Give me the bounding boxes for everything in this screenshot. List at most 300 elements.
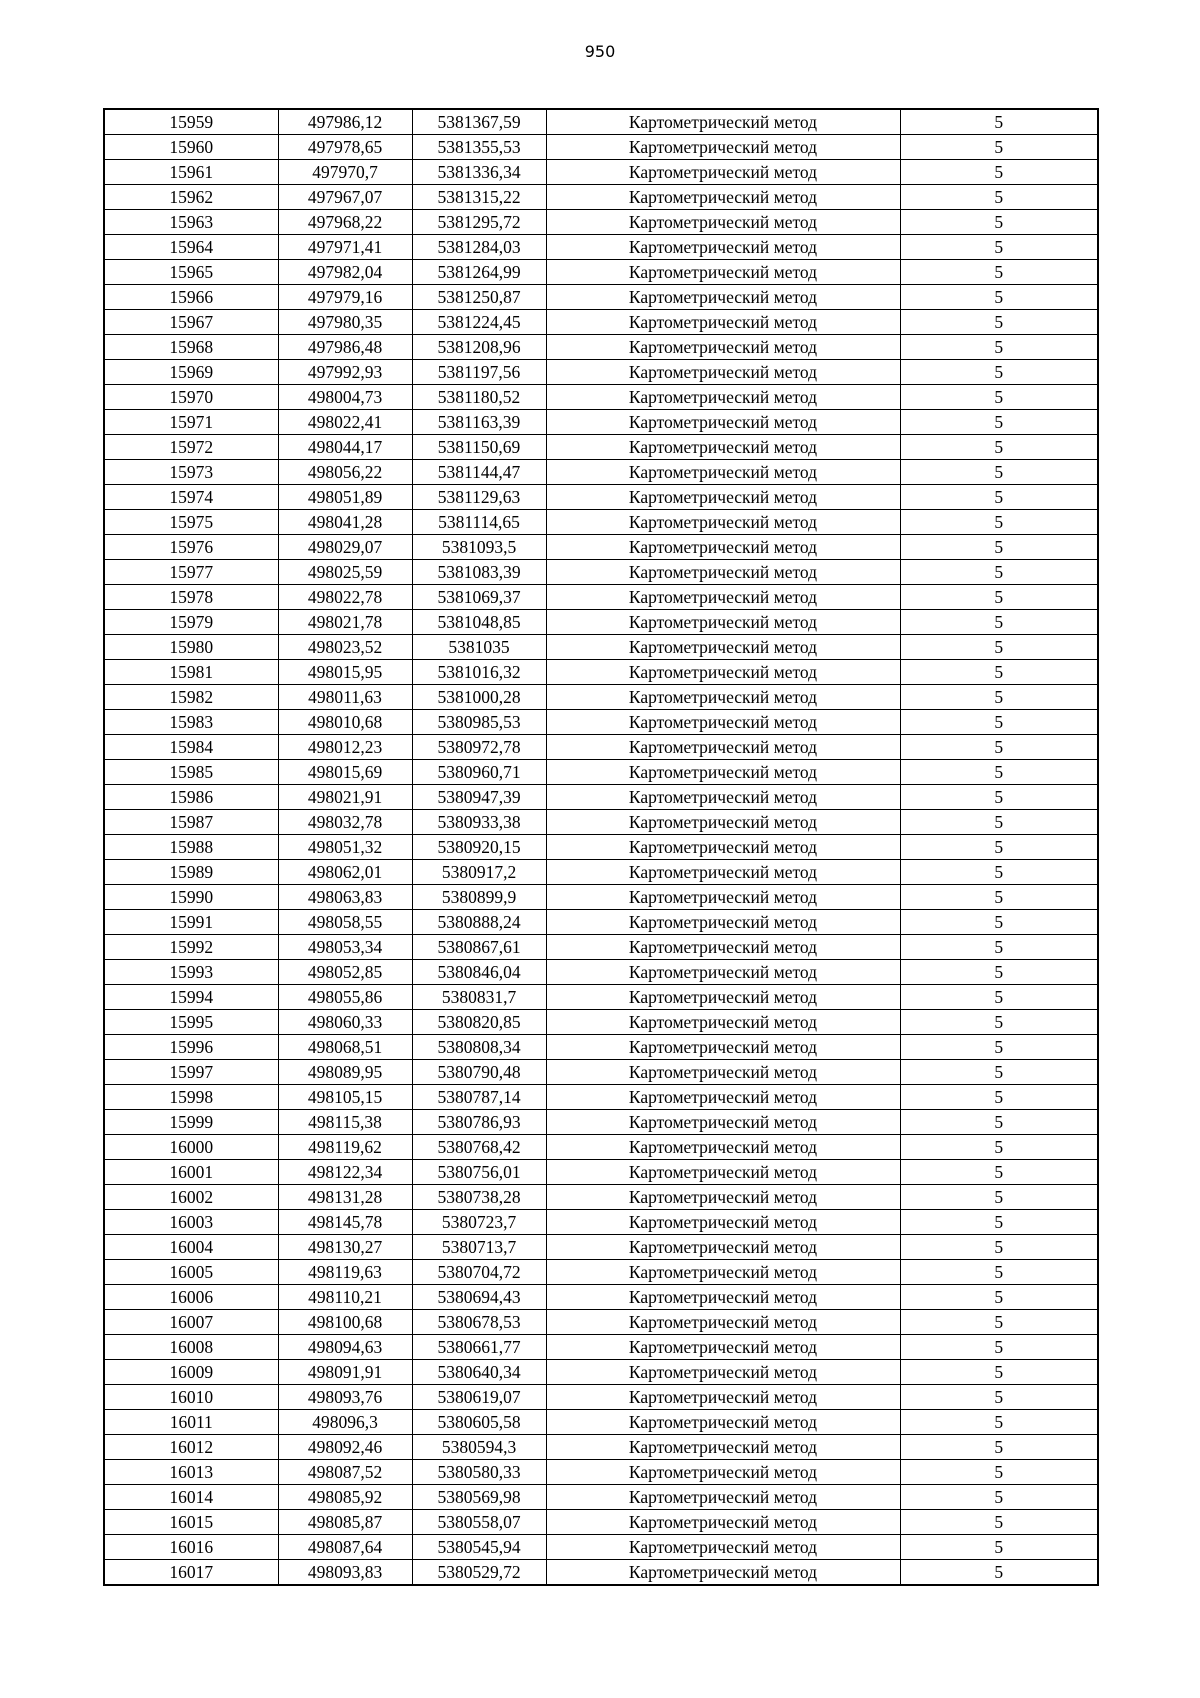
point-number-cell: 16016 — [104, 1535, 278, 1560]
table-row — [104, 185, 1098, 210]
x-coordinate-cell: 497971,41 — [278, 235, 412, 260]
x-coordinate-cell: 498094,63 — [278, 1335, 412, 1360]
point-number-cell: 15991 — [104, 910, 278, 935]
method-cell: Картометрический метод — [546, 760, 900, 785]
point-number-cell: 16001 — [104, 1160, 278, 1185]
method-cell: Картометрический метод — [546, 1210, 900, 1235]
point-number-cell: 16012 — [104, 1435, 278, 1460]
point-number-cell: 16003 — [104, 1210, 278, 1235]
table-row — [104, 1410, 1098, 1435]
y-coordinate-cell: 5381129,63 — [412, 485, 546, 510]
table-row — [104, 160, 1098, 185]
point-number-cell: 15972 — [104, 435, 278, 460]
point-number-cell: 15984 — [104, 735, 278, 760]
y-coordinate-cell: 5380972,78 — [412, 735, 546, 760]
x-coordinate-cell: 498093,76 — [278, 1385, 412, 1410]
method-cell: Картометрический метод — [546, 960, 900, 985]
method-cell: Картометрический метод — [546, 660, 900, 685]
accuracy-cell: 5 — [900, 1510, 1098, 1535]
x-coordinate-cell: 498122,34 — [278, 1160, 412, 1185]
method-cell: Картометрический метод — [546, 685, 900, 710]
accuracy-cell: 5 — [900, 310, 1098, 335]
table-row — [104, 485, 1098, 510]
accuracy-cell: 5 — [900, 735, 1098, 760]
table-row — [104, 660, 1098, 685]
method-cell: Картометрический метод — [546, 1535, 900, 1560]
method-cell: Картометрический метод — [546, 635, 900, 660]
table-row — [104, 460, 1098, 485]
point-number-cell: 15963 — [104, 210, 278, 235]
y-coordinate-cell: 5381144,47 — [412, 460, 546, 485]
x-coordinate-cell: 498025,59 — [278, 560, 412, 585]
accuracy-cell: 5 — [900, 560, 1098, 585]
y-coordinate-cell: 5381250,87 — [412, 285, 546, 310]
accuracy-cell: 5 — [900, 1435, 1098, 1460]
x-coordinate-cell: 498015,95 — [278, 660, 412, 685]
method-cell: Картометрический метод — [546, 1135, 900, 1160]
accuracy-cell: 5 — [900, 1060, 1098, 1085]
y-coordinate-cell: 5380820,85 — [412, 1010, 546, 1035]
x-coordinate-cell: 497992,93 — [278, 360, 412, 385]
table-row — [104, 535, 1098, 560]
point-number-cell: 15968 — [104, 335, 278, 360]
y-coordinate-cell: 5380786,93 — [412, 1110, 546, 1135]
table-row — [104, 910, 1098, 935]
y-coordinate-cell: 5381355,53 — [412, 135, 546, 160]
y-coordinate-cell: 5381197,56 — [412, 360, 546, 385]
point-number-cell: 15962 — [104, 185, 278, 210]
y-coordinate-cell: 5381208,96 — [412, 335, 546, 360]
accuracy-cell: 5 — [900, 360, 1098, 385]
x-coordinate-cell: 498029,07 — [278, 535, 412, 560]
y-coordinate-cell: 5380831,7 — [412, 985, 546, 1010]
x-coordinate-cell: 498051,32 — [278, 835, 412, 860]
method-cell: Картометрический метод — [546, 1510, 900, 1535]
point-number-cell: 15971 — [104, 410, 278, 435]
table-row — [104, 1185, 1098, 1210]
table-row — [104, 435, 1098, 460]
method-cell: Картометрический метод — [546, 835, 900, 860]
point-number-cell: 15966 — [104, 285, 278, 310]
point-number-cell: 15996 — [104, 1035, 278, 1060]
point-number-cell: 15965 — [104, 260, 278, 285]
x-coordinate-cell: 498010,68 — [278, 710, 412, 735]
method-cell: Картометрический метод — [546, 1385, 900, 1410]
point-number-cell: 16010 — [104, 1385, 278, 1410]
method-cell: Картометрический метод — [546, 435, 900, 460]
accuracy-cell: 5 — [900, 435, 1098, 460]
x-coordinate-cell: 498063,83 — [278, 885, 412, 910]
table-row — [104, 860, 1098, 885]
y-coordinate-cell: 5381163,39 — [412, 410, 546, 435]
x-coordinate-cell: 498092,46 — [278, 1435, 412, 1460]
table-row — [104, 1260, 1098, 1285]
method-cell: Картометрический метод — [546, 1560, 900, 1586]
point-number-cell: 15964 — [104, 235, 278, 260]
y-coordinate-cell: 5380917,2 — [412, 860, 546, 885]
y-coordinate-cell: 5380920,15 — [412, 835, 546, 860]
x-coordinate-cell: 498145,78 — [278, 1210, 412, 1235]
method-cell: Картометрический метод — [546, 460, 900, 485]
x-coordinate-cell: 498044,17 — [278, 435, 412, 460]
accuracy-cell: 5 — [900, 785, 1098, 810]
accuracy-cell: 5 — [900, 1285, 1098, 1310]
method-cell: Картометрический метод — [546, 535, 900, 560]
x-coordinate-cell: 497967,07 — [278, 185, 412, 210]
table-row — [104, 710, 1098, 735]
x-coordinate-cell: 498053,34 — [278, 935, 412, 960]
y-coordinate-cell: 5380580,33 — [412, 1460, 546, 1485]
method-cell: Картометрический метод — [546, 585, 900, 610]
point-number-cell: 16008 — [104, 1335, 278, 1360]
table-row — [104, 1360, 1098, 1385]
accuracy-cell: 5 — [900, 1235, 1098, 1260]
y-coordinate-cell: 5380661,77 — [412, 1335, 546, 1360]
point-number-cell: 15969 — [104, 360, 278, 385]
method-cell: Картометрический метод — [546, 1010, 900, 1035]
y-coordinate-cell: 5380569,98 — [412, 1485, 546, 1510]
table-row — [104, 109, 1098, 135]
accuracy-cell: 5 — [900, 260, 1098, 285]
method-cell: Картометрический метод — [546, 135, 900, 160]
x-coordinate-cell: 498023,52 — [278, 635, 412, 660]
accuracy-cell: 5 — [900, 710, 1098, 735]
table-row — [104, 560, 1098, 585]
accuracy-cell: 5 — [900, 660, 1098, 685]
y-coordinate-cell: 5381180,52 — [412, 385, 546, 410]
table-row — [104, 1285, 1098, 1310]
x-coordinate-cell: 498105,15 — [278, 1085, 412, 1110]
y-coordinate-cell: 5380738,28 — [412, 1185, 546, 1210]
accuracy-cell: 5 — [900, 1160, 1098, 1185]
method-cell: Картометрический метод — [546, 735, 900, 760]
point-number-cell: 15974 — [104, 485, 278, 510]
method-cell: Картометрический метод — [546, 1260, 900, 1285]
point-number-cell: 16007 — [104, 1310, 278, 1335]
method-cell: Картометрический метод — [546, 985, 900, 1010]
method-cell: Картометрический метод — [546, 910, 900, 935]
accuracy-cell: 5 — [900, 535, 1098, 560]
table-row — [104, 810, 1098, 835]
x-coordinate-cell: 498093,83 — [278, 1560, 412, 1586]
method-cell: Картометрический метод — [546, 335, 900, 360]
accuracy-cell: 5 — [900, 610, 1098, 635]
point-number-cell: 15992 — [104, 935, 278, 960]
method-cell: Картометрический метод — [546, 360, 900, 385]
table-row — [104, 260, 1098, 285]
method-cell: Картометрический метод — [546, 1360, 900, 1385]
y-coordinate-cell: 5380529,72 — [412, 1560, 546, 1586]
accuracy-cell: 5 — [900, 885, 1098, 910]
table-row — [104, 285, 1098, 310]
x-coordinate-cell: 498004,73 — [278, 385, 412, 410]
point-number-cell: 16009 — [104, 1360, 278, 1385]
y-coordinate-cell: 5380704,72 — [412, 1260, 546, 1285]
accuracy-cell: 5 — [900, 460, 1098, 485]
point-number-cell: 15983 — [104, 710, 278, 735]
table-row — [104, 385, 1098, 410]
method-cell: Картометрический метод — [546, 610, 900, 635]
point-number-cell: 15999 — [104, 1110, 278, 1135]
x-coordinate-cell: 498022,41 — [278, 410, 412, 435]
table-row — [104, 1085, 1098, 1110]
table-row — [104, 785, 1098, 810]
table-row — [104, 360, 1098, 385]
x-coordinate-cell: 497980,35 — [278, 310, 412, 335]
method-cell: Картометрический метод — [546, 1485, 900, 1510]
page-number: 950 — [584, 42, 616, 61]
x-coordinate-cell: 497970,7 — [278, 160, 412, 185]
point-number-cell: 15985 — [104, 760, 278, 785]
y-coordinate-cell: 5380605,58 — [412, 1410, 546, 1435]
x-coordinate-cell: 498051,89 — [278, 485, 412, 510]
y-coordinate-cell: 5380985,53 — [412, 710, 546, 735]
x-coordinate-cell: 498087,64 — [278, 1535, 412, 1560]
accuracy-cell: 5 — [900, 1485, 1098, 1510]
method-cell: Картометрический метод — [546, 310, 900, 335]
point-number-cell: 15981 — [104, 660, 278, 685]
point-number-cell: 15978 — [104, 585, 278, 610]
x-coordinate-cell: 498119,62 — [278, 1135, 412, 1160]
x-coordinate-cell: 497968,22 — [278, 210, 412, 235]
x-coordinate-cell: 498087,52 — [278, 1460, 412, 1485]
table-row — [104, 1135, 1098, 1160]
table-row — [104, 235, 1098, 260]
method-cell: Картометрический метод — [546, 710, 900, 735]
accuracy-cell: 5 — [900, 1460, 1098, 1485]
x-coordinate-cell: 498021,78 — [278, 610, 412, 635]
table-row — [104, 1160, 1098, 1185]
table-row — [104, 1335, 1098, 1360]
x-coordinate-cell: 497979,16 — [278, 285, 412, 310]
y-coordinate-cell: 5380768,42 — [412, 1135, 546, 1160]
accuracy-cell: 5 — [900, 760, 1098, 785]
method-cell: Картометрический метод — [546, 935, 900, 960]
table-row — [104, 335, 1098, 360]
x-coordinate-cell: 498055,86 — [278, 985, 412, 1010]
method-cell: Картометрический метод — [546, 1060, 900, 1085]
y-coordinate-cell: 5380694,43 — [412, 1285, 546, 1310]
x-coordinate-cell: 498062,01 — [278, 860, 412, 885]
point-number-cell: 15993 — [104, 960, 278, 985]
table-row — [104, 935, 1098, 960]
y-coordinate-cell: 5381150,69 — [412, 435, 546, 460]
y-coordinate-cell: 5381114,65 — [412, 510, 546, 535]
y-coordinate-cell: 5380960,71 — [412, 760, 546, 785]
point-number-cell: 16000 — [104, 1135, 278, 1160]
accuracy-cell: 5 — [900, 1260, 1098, 1285]
point-number-cell: 15959 — [104, 109, 278, 135]
accuracy-cell: 5 — [900, 335, 1098, 360]
point-number-cell: 15982 — [104, 685, 278, 710]
point-number-cell: 15994 — [104, 985, 278, 1010]
point-number-cell: 15989 — [104, 860, 278, 885]
coordinates-table — [103, 108, 1099, 1586]
x-coordinate-cell: 497986,48 — [278, 335, 412, 360]
point-number-cell: 16004 — [104, 1235, 278, 1260]
method-cell: Картометрический метод — [546, 260, 900, 285]
table-row — [104, 1560, 1098, 1586]
x-coordinate-cell: 498115,38 — [278, 1110, 412, 1135]
accuracy-cell: 5 — [900, 810, 1098, 835]
method-cell: Картометрический метод — [546, 1410, 900, 1435]
point-number-cell: 16006 — [104, 1285, 278, 1310]
y-coordinate-cell: 5380867,61 — [412, 935, 546, 960]
table-row — [104, 885, 1098, 910]
table-row — [104, 1035, 1098, 1060]
x-coordinate-cell: 498060,33 — [278, 1010, 412, 1035]
method-cell: Картометрический метод — [546, 1285, 900, 1310]
accuracy-cell: 5 — [900, 1110, 1098, 1135]
accuracy-cell: 5 — [900, 635, 1098, 660]
y-coordinate-cell: 5380899,9 — [412, 885, 546, 910]
accuracy-cell: 5 — [900, 385, 1098, 410]
y-coordinate-cell: 5381048,85 — [412, 610, 546, 635]
method-cell: Картометрический метод — [546, 860, 900, 885]
method-cell: Картометрический метод — [546, 285, 900, 310]
point-number-cell: 15986 — [104, 785, 278, 810]
table-row — [104, 610, 1098, 635]
x-coordinate-cell: 497986,12 — [278, 109, 412, 135]
table-row — [104, 1385, 1098, 1410]
x-coordinate-cell: 498032,78 — [278, 810, 412, 835]
accuracy-cell: 5 — [900, 910, 1098, 935]
accuracy-cell: 5 — [900, 109, 1098, 135]
accuracy-cell: 5 — [900, 135, 1098, 160]
method-cell: Картометрический метод — [546, 885, 900, 910]
y-coordinate-cell: 5380947,39 — [412, 785, 546, 810]
x-coordinate-cell: 498100,68 — [278, 1310, 412, 1335]
x-coordinate-cell: 498096,3 — [278, 1410, 412, 1435]
point-number-cell: 16017 — [104, 1560, 278, 1586]
y-coordinate-cell: 5380846,04 — [412, 960, 546, 985]
point-number-cell: 15988 — [104, 835, 278, 860]
point-number-cell: 15998 — [104, 1085, 278, 1110]
x-coordinate-cell: 498052,85 — [278, 960, 412, 985]
table-row — [104, 735, 1098, 760]
y-coordinate-cell: 5380756,01 — [412, 1160, 546, 1185]
accuracy-cell: 5 — [900, 960, 1098, 985]
y-coordinate-cell: 5381315,22 — [412, 185, 546, 210]
x-coordinate-cell: 498110,21 — [278, 1285, 412, 1310]
x-coordinate-cell: 498085,92 — [278, 1485, 412, 1510]
accuracy-cell: 5 — [900, 1410, 1098, 1435]
accuracy-cell: 5 — [900, 410, 1098, 435]
table-row — [104, 310, 1098, 335]
method-cell: Картометрический метод — [546, 1235, 900, 1260]
table-row — [104, 1060, 1098, 1085]
x-coordinate-cell: 498015,69 — [278, 760, 412, 785]
method-cell: Картометрический метод — [546, 785, 900, 810]
method-cell: Картометрический метод — [546, 510, 900, 535]
y-coordinate-cell: 5380933,38 — [412, 810, 546, 835]
x-coordinate-cell: 498089,95 — [278, 1060, 412, 1085]
x-coordinate-cell: 498091,91 — [278, 1360, 412, 1385]
table-row — [104, 135, 1098, 160]
table-row — [104, 410, 1098, 435]
x-coordinate-cell: 497982,04 — [278, 260, 412, 285]
point-number-cell: 16013 — [104, 1460, 278, 1485]
x-coordinate-cell: 497978,65 — [278, 135, 412, 160]
method-cell: Картометрический метод — [546, 235, 900, 260]
method-cell: Картометрический метод — [546, 109, 900, 135]
accuracy-cell: 5 — [900, 510, 1098, 535]
point-number-cell: 15980 — [104, 635, 278, 660]
x-coordinate-cell: 498012,23 — [278, 735, 412, 760]
table-row — [104, 635, 1098, 660]
x-coordinate-cell: 498022,78 — [278, 585, 412, 610]
method-cell: Картометрический метод — [546, 185, 900, 210]
x-coordinate-cell: 498021,91 — [278, 785, 412, 810]
point-number-cell: 15967 — [104, 310, 278, 335]
x-coordinate-cell: 498011,63 — [278, 685, 412, 710]
y-coordinate-cell: 5380640,34 — [412, 1360, 546, 1385]
point-number-cell: 15961 — [104, 160, 278, 185]
point-number-cell: 15970 — [104, 385, 278, 410]
table-row — [104, 960, 1098, 985]
accuracy-cell: 5 — [900, 935, 1098, 960]
accuracy-cell: 5 — [900, 860, 1098, 885]
y-coordinate-cell: 5381295,72 — [412, 210, 546, 235]
y-coordinate-cell: 5381083,39 — [412, 560, 546, 585]
point-number-cell: 16011 — [104, 1410, 278, 1435]
accuracy-cell: 5 — [900, 1185, 1098, 1210]
y-coordinate-cell: 5381000,28 — [412, 685, 546, 710]
accuracy-cell: 5 — [900, 1310, 1098, 1335]
y-coordinate-cell: 5380888,24 — [412, 910, 546, 935]
y-coordinate-cell: 5381093,5 — [412, 535, 546, 560]
accuracy-cell: 5 — [900, 1535, 1098, 1560]
table-row — [104, 685, 1098, 710]
accuracy-cell: 5 — [900, 160, 1098, 185]
y-coordinate-cell: 5380594,3 — [412, 1435, 546, 1460]
table-row — [104, 1235, 1098, 1260]
method-cell: Картометрический метод — [546, 410, 900, 435]
accuracy-cell: 5 — [900, 1560, 1098, 1586]
method-cell: Картометрический метод — [546, 210, 900, 235]
y-coordinate-cell: 5380713,7 — [412, 1235, 546, 1260]
y-coordinate-cell: 5380678,53 — [412, 1310, 546, 1335]
point-number-cell: 15995 — [104, 1010, 278, 1035]
accuracy-cell: 5 — [900, 485, 1098, 510]
accuracy-cell: 5 — [900, 210, 1098, 235]
x-coordinate-cell: 498068,51 — [278, 1035, 412, 1060]
y-coordinate-cell: 5380790,48 — [412, 1060, 546, 1085]
accuracy-cell: 5 — [900, 685, 1098, 710]
table-row — [104, 835, 1098, 860]
method-cell: Картометрический метод — [546, 1310, 900, 1335]
x-coordinate-cell: 498119,63 — [278, 1260, 412, 1285]
accuracy-cell: 5 — [900, 835, 1098, 860]
y-coordinate-cell: 5381069,37 — [412, 585, 546, 610]
table-row — [104, 1310, 1098, 1335]
y-coordinate-cell: 5381264,99 — [412, 260, 546, 285]
table-row — [104, 210, 1098, 235]
y-coordinate-cell: 5380787,14 — [412, 1085, 546, 1110]
point-number-cell: 15987 — [104, 810, 278, 835]
y-coordinate-cell: 5380619,07 — [412, 1385, 546, 1410]
method-cell: Картометрический метод — [546, 1085, 900, 1110]
method-cell: Картометрический метод — [546, 485, 900, 510]
method-cell: Картометрический метод — [546, 160, 900, 185]
method-cell: Картометрический метод — [546, 1110, 900, 1135]
point-number-cell: 16015 — [104, 1510, 278, 1535]
x-coordinate-cell: 498041,28 — [278, 510, 412, 535]
accuracy-cell: 5 — [900, 1335, 1098, 1360]
y-coordinate-cell: 5380723,7 — [412, 1210, 546, 1235]
x-coordinate-cell: 498131,28 — [278, 1185, 412, 1210]
point-number-cell: 15975 — [104, 510, 278, 535]
